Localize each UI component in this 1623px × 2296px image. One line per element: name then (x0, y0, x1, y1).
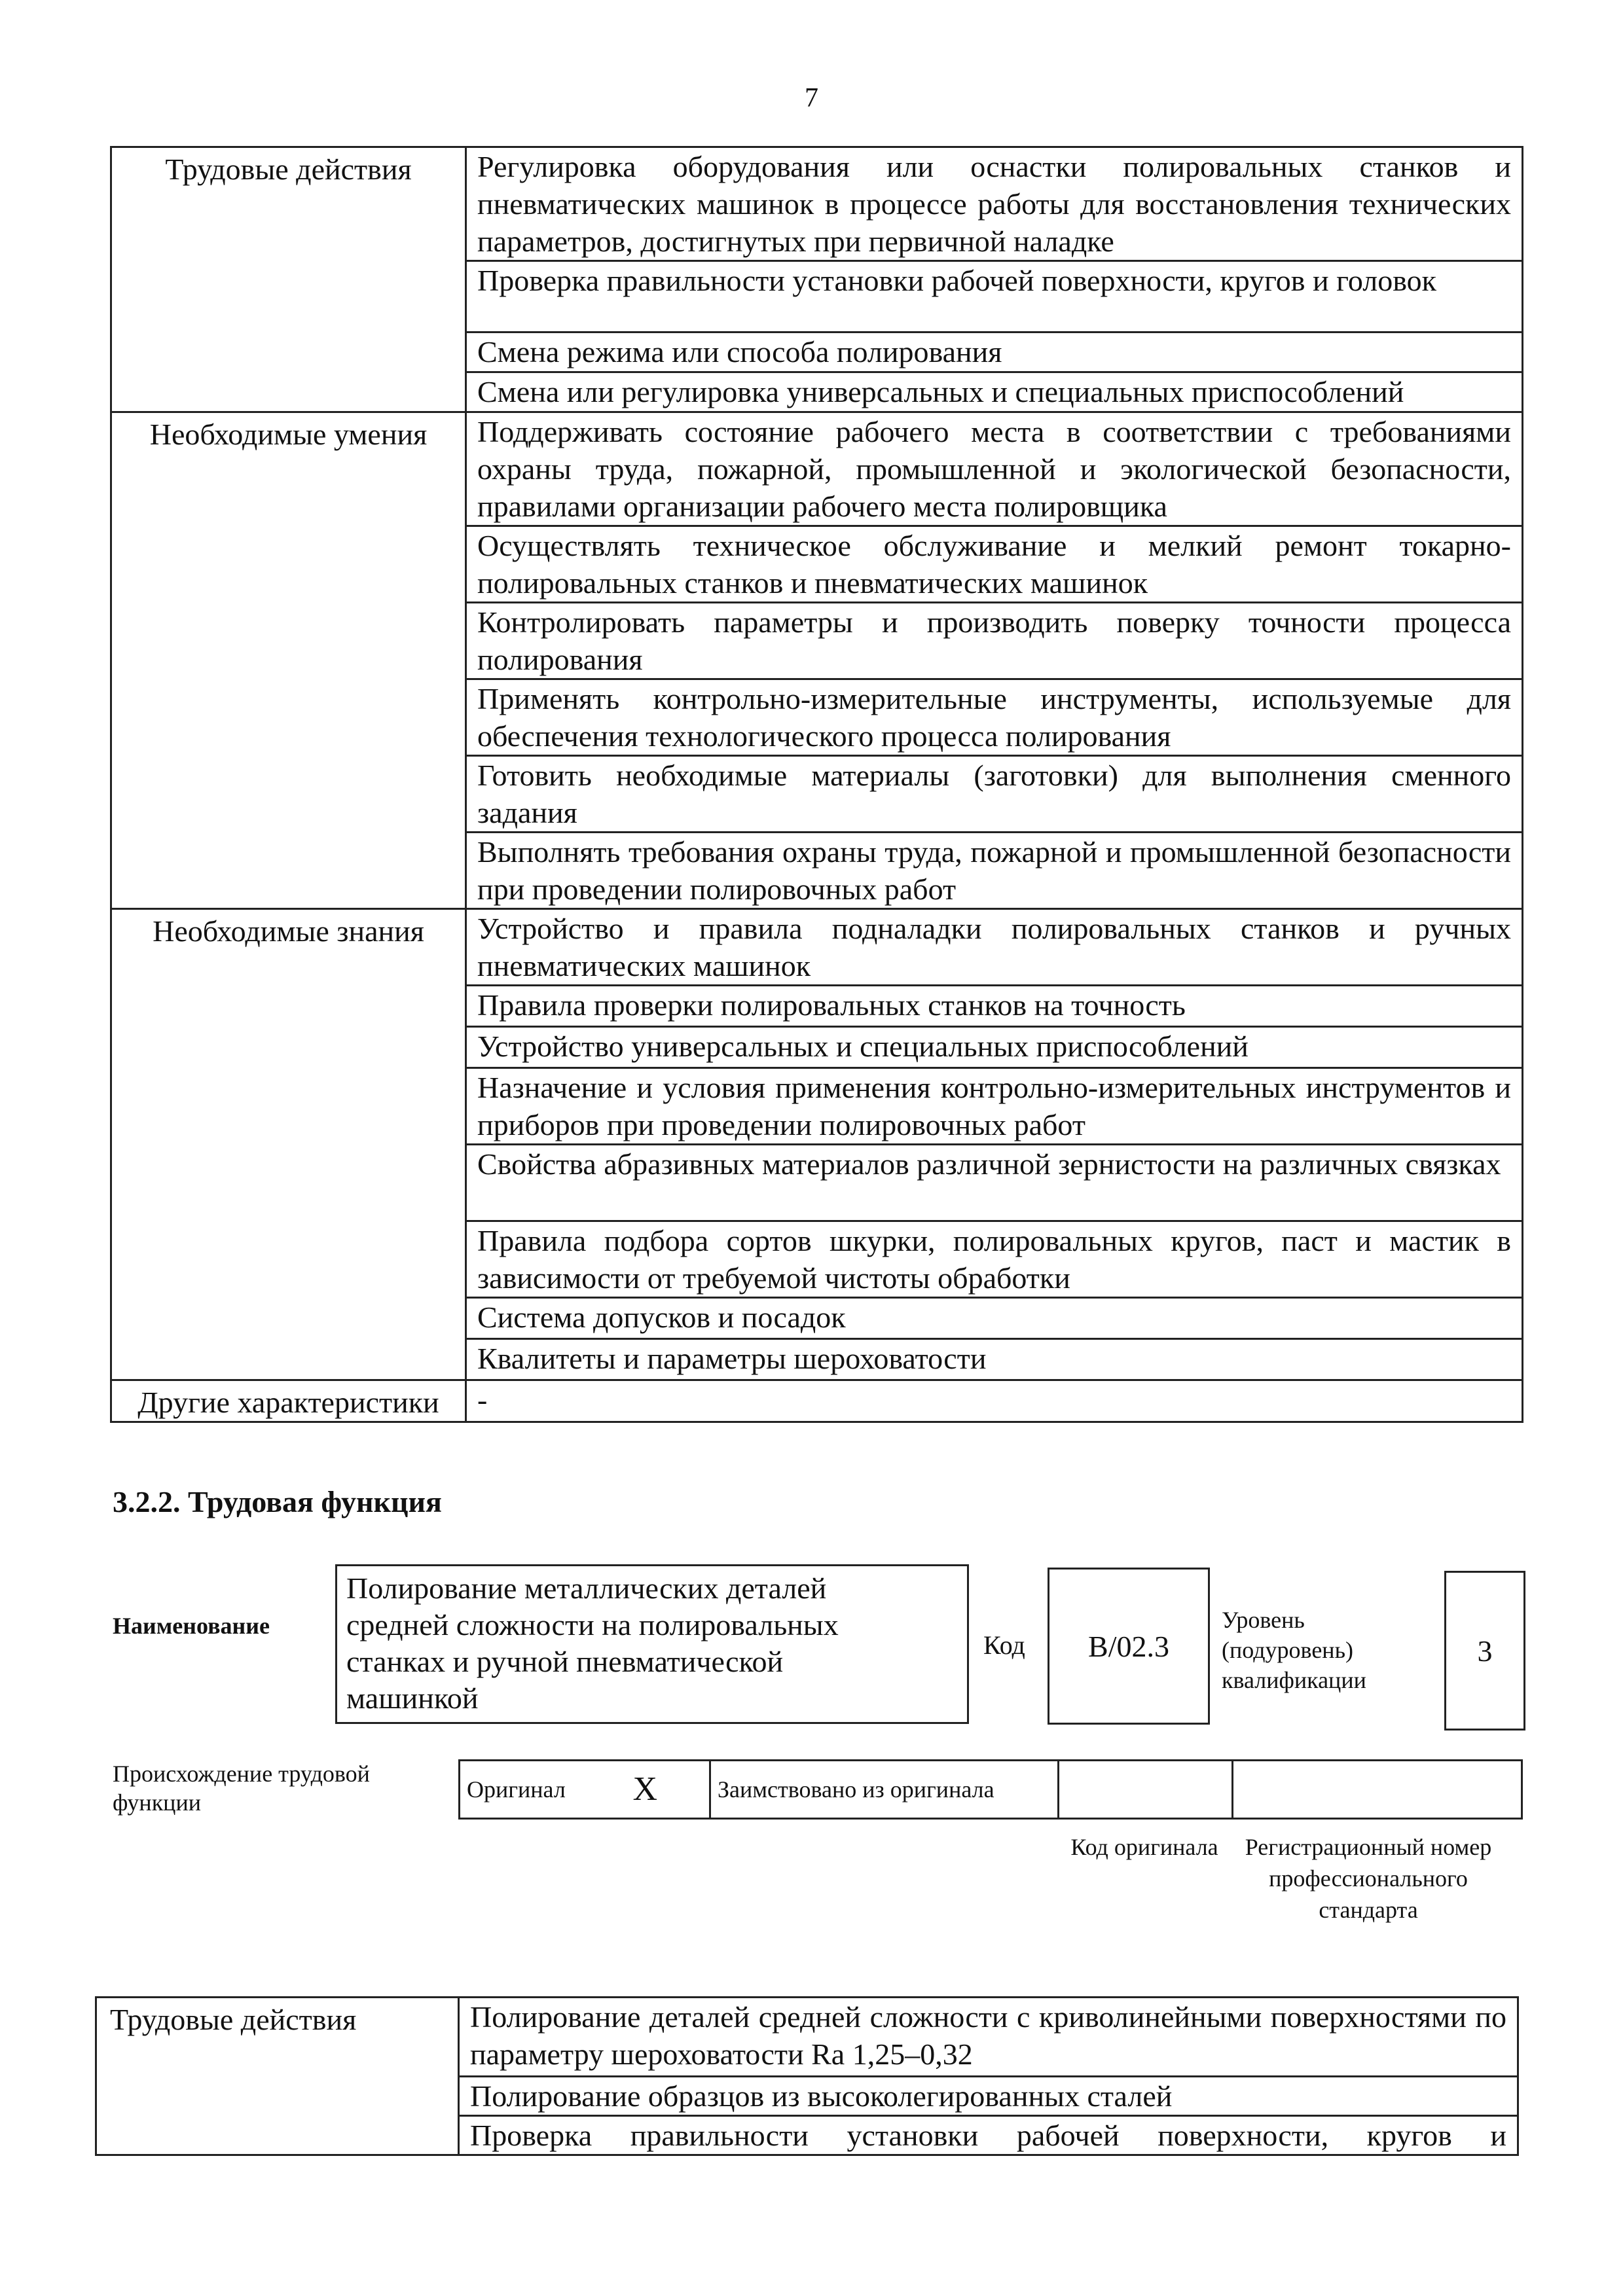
code-label: Код (983, 1630, 1025, 1660)
labor-actions-table (95, 1996, 1519, 2156)
table-row (96, 1998, 1518, 2077)
level-value: 3 (1477, 1634, 1493, 1668)
section-label-knowledge: Необходимые знания (111, 909, 466, 1380)
name-box (335, 1564, 969, 1724)
table-cell: Полирование образцов из высоколегированных сталей (459, 2077, 1518, 2116)
table-cell: Квалитеты и параметры шероховатости (466, 1339, 1523, 1380)
section-label-labor-actions: Трудовые действия (96, 1998, 459, 2155)
caption-registration-number: Регистрационный номер профессионального стандарта (1245, 1834, 1492, 1923)
section-label-labor-actions: Трудовые действия (111, 147, 466, 412)
level-label: Уровень (подуровень) квалификации (1222, 1607, 1366, 1693)
table-cell: Смена или регулировка универсальных и специальных приспособлений (466, 372, 1523, 412)
section-heading: 3.2.2. Трудовая функция (113, 1485, 442, 1518)
table-cell: Проверка правильности установки рабочей поверхности, кругов и (459, 2116, 1518, 2155)
original-mark: X (627, 1761, 710, 1819)
table-cell: - (466, 1380, 1523, 1422)
table-cell: Готовить необходимые материалы (заготовки) для выполнения сменного задания (466, 756, 1523, 833)
table-cell: Свойства абразивных материалов различной зернистости на различных связках (466, 1145, 1523, 1221)
original-code-cell (1059, 1761, 1233, 1819)
section-label-skills: Необходимые умения (111, 412, 466, 909)
table-cell: Поддерживать состояние рабочего места в соответствии с требованиями охраны труда, пожарной, промышленной и экологической безопасности, правилами организации рабочего места полировщика (466, 412, 1523, 526)
table-row (111, 147, 1523, 261)
table-cell: Система допусков и посадок (466, 1298, 1523, 1339)
section-label-other: Другие характеристики (111, 1380, 466, 1422)
borrowed-label: Заимствовано из оригинала (710, 1761, 1059, 1819)
code-box (1048, 1568, 1210, 1725)
table-cell: Выполнять требования охраны труда, пожарной и промышленной безопасности при проведении полировочных работ (466, 833, 1523, 909)
table-cell: Применять контрольно-измерительные инструменты, используемые для обеспечения технологического процесса полирования (466, 679, 1523, 756)
origin-label: Происхождение трудовой функции (113, 1761, 370, 1816)
caption-original-code: Код оригинала (1070, 1834, 1218, 1860)
table-cell: Правила проверки полировальных станков на точность (466, 986, 1523, 1027)
registration-number-cell (1233, 1761, 1522, 1819)
level-box (1444, 1571, 1525, 1731)
table-cell: Смена режима или способа полирования (466, 332, 1523, 372)
table-cell: Регулировка оборудования или оснастки полировальных станков и пневматических машинок в процессе работы для восстановления технических параметров, достигнутых при первичной наладке (466, 147, 1523, 261)
origin-table (458, 1759, 1523, 1820)
table-row (111, 1380, 1523, 1422)
table-cell: Осуществлять техническое обслуживание и мелкий ремонт токарно-полировальных станков и пневматических машинок (466, 526, 1523, 603)
table-cell: Назначение и условия применения контрольно-измерительных инструментов и приборов при проведении полировочных работ (466, 1068, 1523, 1145)
table-cell: Правила подбора сортов шкурки, полировальных кругов, паст и мастик в зависимости от требуемой чистоты обработки (466, 1221, 1523, 1298)
table-cell: Проверка правильности установки рабочей поверхности, кругов и головок (466, 261, 1523, 332)
table-row (111, 412, 1523, 526)
table-cell: Устройство универсальных и специальных приспособлений (466, 1027, 1523, 1068)
name-label: Наименование (113, 1613, 270, 1639)
page-number: 7 (805, 83, 818, 113)
table-row (460, 1761, 1522, 1819)
table-cell: Полирование деталей средней сложности с криволинейными поверхностями по параметру шероховатости Ra 1,25–0,32 (459, 1998, 1518, 2077)
name-value: Полирование металлических деталей средней сложности на полировальных станках и ручной пневматической машинкой (346, 1571, 839, 1715)
original-label: Оригинал (460, 1761, 627, 1819)
code-value: B/02.3 (1088, 1630, 1169, 1663)
table-cell: Контролировать параметры и производить поверку точности процесса полирования (466, 603, 1523, 679)
table-row (111, 909, 1523, 986)
table-cell: Устройство и правила подналадки полировальных станков и ручных пневматических машинок (466, 909, 1523, 986)
requirements-table (110, 146, 1523, 1423)
